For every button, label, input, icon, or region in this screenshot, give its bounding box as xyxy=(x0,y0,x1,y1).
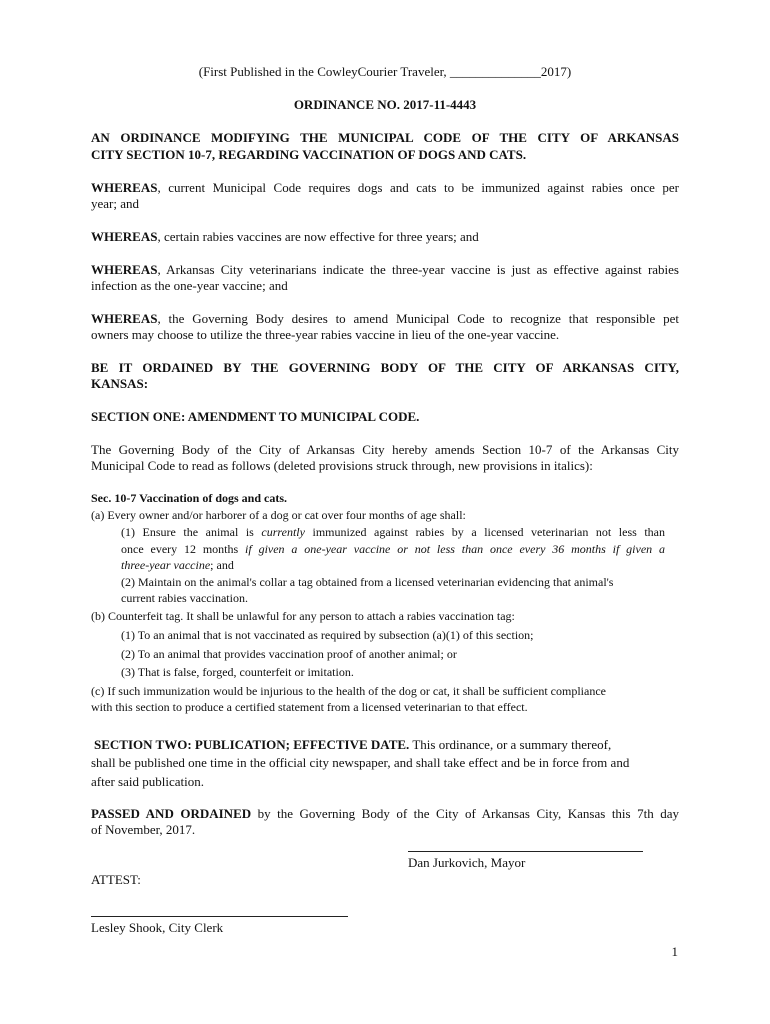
section-two-line-1 xyxy=(94,737,611,753)
section-two-heading: SECTION TWO: PUBLICATION; EFFECTIVE DATE. xyxy=(94,737,410,752)
code-c-line-2: with this section to produce a certified statement from a licensed veterinarian to that effect. xyxy=(91,700,528,714)
section-two-line-3: after said publication. xyxy=(91,774,204,789)
code-a1-text: immunized against rabies by a licensed veterinarian not less than xyxy=(304,525,665,539)
page-number: 1 xyxy=(671,944,678,959)
whereas-4-line-2: owners may choose to utilize the three-year rabies vaccine in lieu of the one-year vaccine. xyxy=(91,327,560,342)
clerk-name: Lesley Shook, City Clerk xyxy=(91,920,224,935)
first-published-line: (First Published in the CowleyCourier Traveler, ______________2017) xyxy=(198,64,572,79)
code-b: (b) Counterfeit tag. It shall be unlawful for any person to attach a rabies vaccination tag: xyxy=(91,609,515,623)
whereas-3-line-1 xyxy=(91,262,679,278)
code-a1-line-1 xyxy=(121,524,665,540)
ordinance-title-line-2: CITY SECTION 10-7, REGARDING VACCINATION OF DOGS AND CATS. xyxy=(91,147,527,162)
code-a2-line-1: (2) Maintain on the animal's collar a tag obtained from a licensed veterinarian evidencing that animal's xyxy=(121,575,614,589)
ordinance-title-line-1: AN ORDINANCE MODIFYING THE MUNICIPAL CODE OF THE CITY OF ARKANSAS xyxy=(91,130,679,145)
code-a1-text: once every 12 months xyxy=(121,542,246,556)
whereas-1-line-2: year; and xyxy=(91,196,140,211)
passed-lead: PASSED AND ORDAINED xyxy=(91,806,252,821)
attest-label: ATTEST: xyxy=(91,872,141,887)
whereas-text: , Arkansas City veterinarians indicate the three-year vaccine is just as effective against rabies xyxy=(157,262,679,277)
section-one-line-2: Municipal Code to read as follows (deleted provisions struck through, new provisions in italics): xyxy=(91,458,593,473)
whereas-text: , current Municipal Code requires dogs and cats to be immunized against rabies once per xyxy=(157,180,679,195)
code-a2-line-2: current rabies vaccination. xyxy=(121,591,248,605)
code-a1-text: (1) Ensure the animal is xyxy=(121,525,262,539)
section-two-line-2: shall be published one time in the official city newspaper, and shall take effect and be in force from and xyxy=(91,755,630,770)
whereas-lead: WHEREAS xyxy=(91,229,158,244)
code-section-title: Sec. 10-7 Vaccination of dogs and cats. xyxy=(91,491,288,505)
section-one-heading: SECTION ONE: AMENDMENT TO MUNICIPAL CODE. xyxy=(91,409,420,424)
whereas-lead: WHEREAS xyxy=(91,262,158,277)
ordained-line-1: BE IT ORDAINED BY THE GOVERNING BODY OF THE CITY OF ARKANSAS CITY, xyxy=(91,360,679,375)
whereas-lead: WHEREAS xyxy=(91,311,158,326)
whereas-1-line-1 xyxy=(91,180,679,196)
code-a1-italic: currently xyxy=(261,525,305,539)
code-b2: (2) To an animal that provides vaccination proof of another animal; or xyxy=(121,647,457,661)
code-b3: (3) That is false, forged, counterfeit or imitation. xyxy=(121,665,354,679)
code-b1: (1) To an animal that is not vaccinated as required by subsection (a)(1) of this section; xyxy=(121,628,534,642)
whereas-4-line-1 xyxy=(91,311,679,327)
section-one-line-1: The Governing Body of the City of Arkansas City hereby amends Section 10-7 of the Arkansas City xyxy=(91,442,679,457)
passed-line-2: of November, 2017. xyxy=(91,822,196,837)
code-a1-italic: if given a one-year vaccine or not less than once every 36 months if given a xyxy=(245,542,666,556)
whereas-3-line-2: infection as the one-year vaccine; and xyxy=(91,278,288,293)
passed-text: by the Governing Body of the City of Arkansas City, Kansas this 7th day xyxy=(251,806,679,821)
ordinance-number: ORDINANCE NO. 2017-11-4443 xyxy=(293,97,477,112)
section-two-text: This ordinance, or a summary thereof, xyxy=(409,737,612,752)
code-a: (a) Every owner and/or harborer of a dog or cat over four months of age shall: xyxy=(91,508,466,522)
passed-line-1 xyxy=(91,806,679,822)
code-a1-line-2 xyxy=(121,541,665,557)
whereas-lead: WHEREAS xyxy=(91,180,158,195)
code-a1-text: ; and xyxy=(210,558,234,572)
mayor-signature-line xyxy=(408,851,643,852)
ordained-line-2: KANSAS: xyxy=(91,376,149,391)
clerk-signature-line xyxy=(91,916,348,917)
whereas-2-line-1 xyxy=(91,229,479,245)
mayor-name: Dan Jurkovich, Mayor xyxy=(408,855,526,870)
whereas-text: , certain rabies vaccines are now effective for three years; and xyxy=(157,229,479,244)
code-c-line-1: (c) If such immunization would be injurious to the health of the dog or cat, it shall be sufficient compliance xyxy=(91,684,606,698)
whereas-text: , the Governing Body desires to amend Municipal Code to recognize that responsible pet xyxy=(157,311,679,326)
code-a1-italic: three-year vaccine xyxy=(121,558,211,572)
code-a1-line-3 xyxy=(121,557,234,573)
